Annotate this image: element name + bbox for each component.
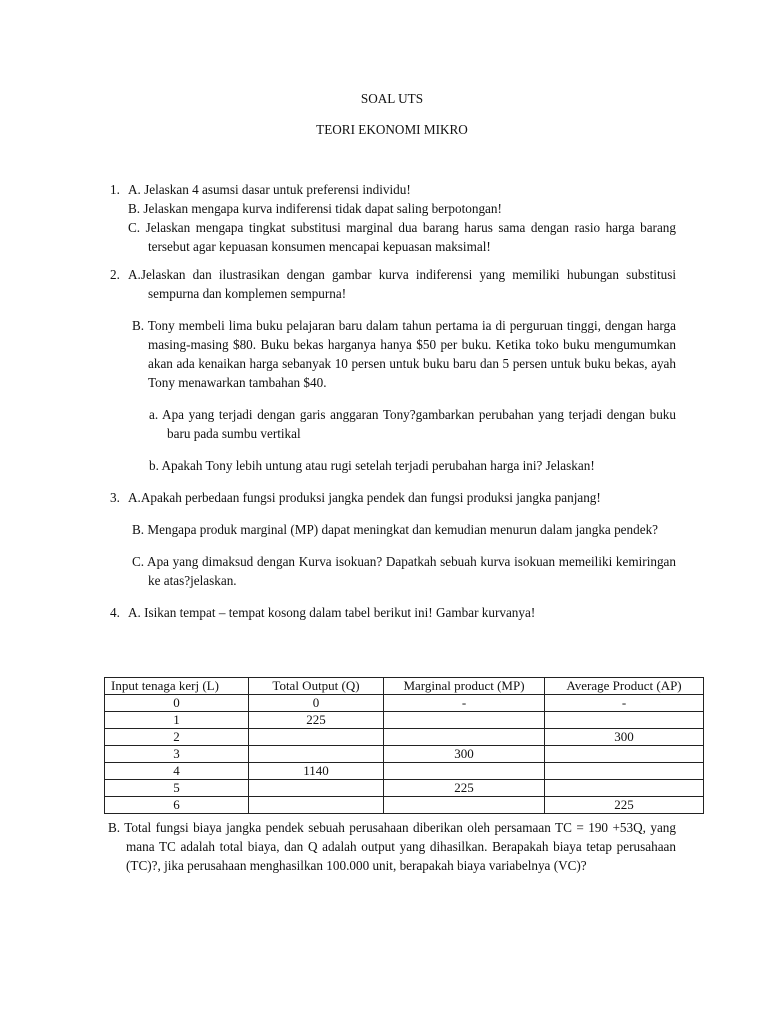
question-2a: A.Jelaskan dan ilustrasikan dengan gambar kurva indiferensi yang memiliki hubungan substitusi sempurna dan komplemen sempurna!	[128, 267, 676, 301]
table-header-row	[105, 678, 704, 695]
table-cell	[384, 712, 545, 729]
table-cell	[249, 729, 384, 746]
question-3	[110, 488, 676, 507]
question-1c: C. Jelaskan mengapa tingkat substitusi marginal dua barang harus sama dengan rasio harga barang tersebut agar kepuasan konsumen mencapai kepuasan maksimal!	[128, 220, 676, 254]
table-cell: -	[545, 695, 704, 712]
table-cell	[545, 712, 704, 729]
table-cell: 0	[105, 695, 249, 712]
table-row	[105, 763, 704, 780]
table-cell: 2	[105, 729, 249, 746]
question-number: 4.	[110, 605, 120, 620]
table-cell: 4	[105, 763, 249, 780]
column-header: Input tenaga kerj (L)	[105, 678, 249, 695]
table-cell	[384, 763, 545, 780]
table-cell: 0	[249, 695, 384, 712]
table-cell: 3	[105, 746, 249, 763]
table-cell	[384, 729, 545, 746]
question-number: 3.	[110, 490, 120, 505]
question-2b-a: a. Apa yang terjadi dengan garis anggaran Tony?gambarkan perubahan yang terjadi dengan buku baru pada sumbu vertikal	[149, 407, 676, 441]
table-cell	[545, 746, 704, 763]
table-row	[105, 797, 704, 814]
column-header: Average Product (AP)	[545, 678, 704, 695]
table-row	[105, 780, 704, 797]
table-cell: 300	[545, 729, 704, 746]
table-cell	[249, 780, 384, 797]
table-cell: -	[384, 695, 545, 712]
table-cell: 5	[105, 780, 249, 797]
question-2b-b: b. Apakah Tony lebih untung atau rugi setelah terjadi perubahan harga ini? Jelaskan!	[149, 458, 595, 473]
table-cell: 6	[105, 797, 249, 814]
question-4b: B. Total fungsi biaya jangka pendek sebuah perusahaan diberikan oleh persamaan TC = 190 +53Q, yang mana TC adalah total biaya, dan Q adalah output yang dihasilkan. Berapakah biaya tetap perusahaan (TC)?, jika perusahaan menghasilkan 100.000 unit, berapakah biaya variabelnya (VC)?	[108, 820, 676, 873]
question-3c: C. Apa yang dimaksud dengan Kurva isokuan? Dapatkah sebuah kurva isokuan memeiliki kemiringan ke atas?jelaskan.	[132, 554, 676, 588]
table-cell	[545, 780, 704, 797]
production-table	[104, 677, 704, 814]
table-cell: 1	[105, 712, 249, 729]
table-cell: 225	[249, 712, 384, 729]
table-cell	[384, 797, 545, 814]
table-cell: 225	[384, 780, 545, 797]
table-row	[105, 746, 704, 763]
table-cell	[249, 797, 384, 814]
question-1b: B. Jelaskan mengapa kurva indiferensi tidak dapat saling berpotongan!	[128, 201, 502, 216]
question-4	[110, 603, 676, 622]
question-number: 2.	[110, 267, 120, 282]
questions	[110, 180, 676, 622]
question-4a: A. Isikan tempat – tempat kosong dalam tabel berikut ini! Gambar kurvanya!	[128, 605, 536, 620]
table-cell	[545, 763, 704, 780]
table-cell: 1140	[249, 763, 384, 780]
table-row	[105, 712, 704, 729]
column-header: Total Output (Q)	[249, 678, 384, 695]
question-4b-container	[108, 818, 676, 875]
question-3a: A.Apakah perbedaan fungsi produksi jangka pendek dan fungsi produksi jangka panjang!	[128, 490, 601, 505]
question-2	[110, 265, 676, 303]
question-1	[110, 180, 676, 256]
question-3b: B. Mengapa produk marginal (MP) dapat meningkat dan kemudian menurun dalam jangka pendek?	[132, 522, 659, 537]
document-subtitle: TEORI EKONOMI MIKRO	[316, 122, 468, 137]
column-header: Marginal product (MP)	[384, 678, 545, 695]
question-number: 1.	[110, 182, 120, 197]
table-row	[105, 695, 704, 712]
table-row	[105, 729, 704, 746]
table-cell: 300	[384, 746, 545, 763]
table-cell: 225	[545, 797, 704, 814]
question-1a: A. Jelaskan 4 asumsi dasar untuk preferensi individu!	[128, 182, 411, 197]
question-2b: B. Tony membeli lima buku pelajaran baru dalam tahun pertama ia di perguruan tinggi, dengan harga masing-masing $80. Buku bekas harganya hanya $50 per buku. Ketika toko buku mengumumkan akan ada kenaikan harga sebanyak 10 persen untuk buku baru dan 5 persen untuk buku bekas, ayah Tony menawarkan tambahan $40.	[132, 318, 676, 390]
table-cell	[249, 746, 384, 763]
document-title: SOAL UTS	[360, 91, 424, 106]
